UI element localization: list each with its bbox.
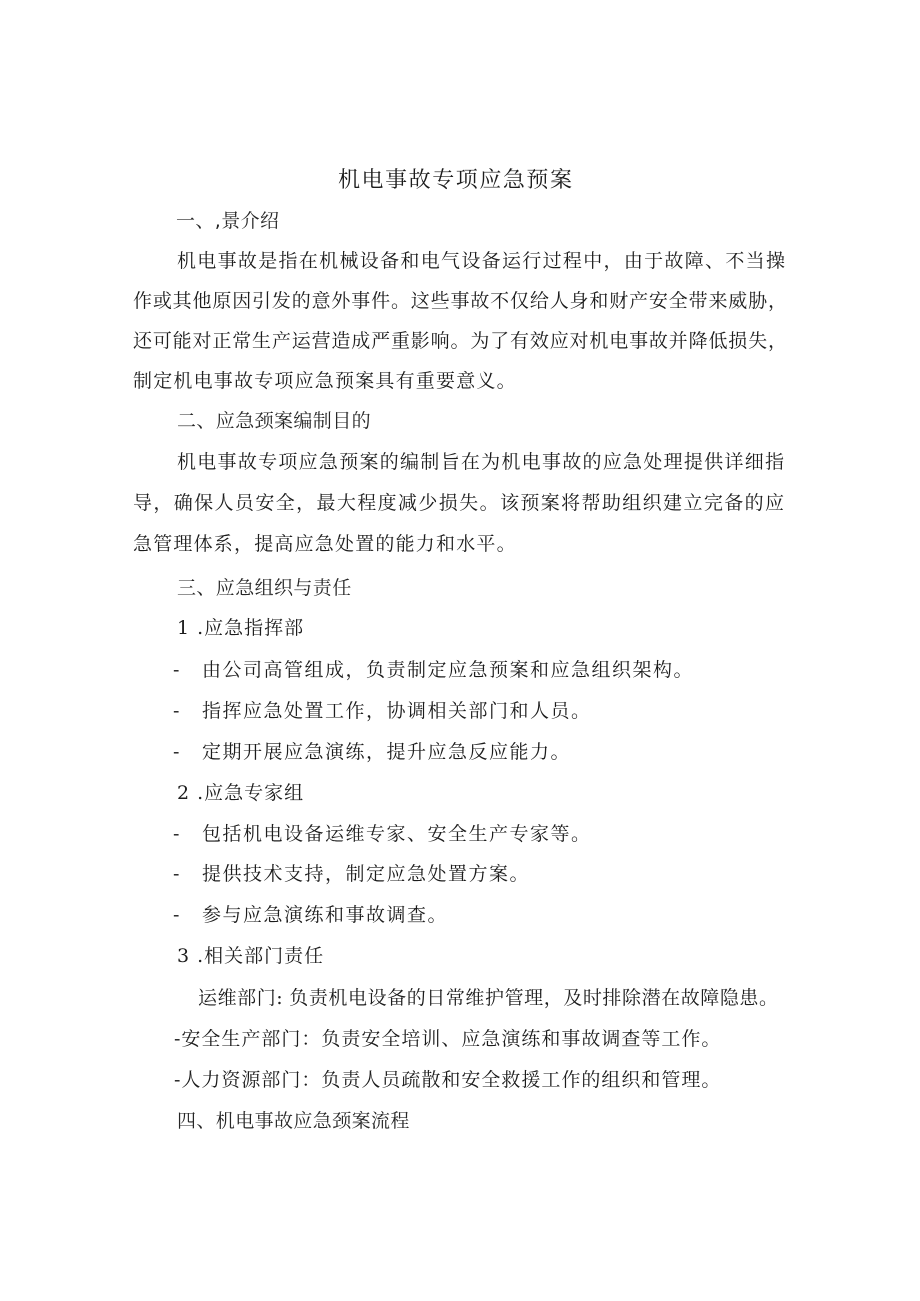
department-duty-line: -安全生产部门：负责安全培训、应急演练和事故调查等工作。	[174, 1028, 722, 1050]
bullet-dash: -	[173, 700, 180, 722]
department-duty-line: -人力资源部门：负责人员疏散和安全救援工作的组织和管理。	[174, 1069, 722, 1091]
paragraph-line: 制定机电事故专项应急预案具有重要意义。	[133, 370, 517, 392]
paragraph-line: 急管理体系，提高应急处置的能力和水平。	[133, 533, 517, 555]
paragraph-line: 作或其他原因引发的意外事件。这些事故不仅给人身和财产安全带来威胁，	[133, 290, 787, 312]
paragraph-line: 机电事故是指在机械设备和电气设备运行过程中，由于故障、不当操	[177, 250, 785, 272]
paragraph-line: 还可能对正常生产运营造成严重影响。为了有效应对机电事故并降低损失，	[133, 330, 787, 352]
section-heading-organization: 三、应急组织与责任	[177, 577, 352, 599]
list-item: 参与应急演练和事故调查。	[202, 904, 449, 926]
list-item: 提供技术支持，制定应急处置方案。	[202, 863, 531, 885]
section-heading-background: 一、,景介绍	[176, 210, 280, 232]
paragraph-line: 机电事故专项应急预案的编制旨在为机电事故的应急处理提供详细指	[177, 451, 784, 473]
document-title: 机电事故专项应急预案	[338, 168, 572, 193]
section-heading-purpose: 二、应急颈案编制目的	[177, 410, 372, 432]
department-duty-line: 运维部门: 负责机电设备的日常维护管理，及时排除潜在故障隐患。	[198, 987, 778, 1009]
group-label-departments: 3 .相关部门责任	[177, 945, 325, 967]
list-item: 包括机电设备运维专家、安全生产专家等。	[202, 823, 592, 845]
bullet-dash: -	[173, 904, 180, 926]
group-label-experts: 2 .应急专家组	[177, 782, 305, 804]
paragraph-line: 导，确保人员安全，最大程度减少损失。该预案将帮助组织建立完备的应	[133, 492, 784, 514]
bullet-dash: -	[173, 659, 180, 681]
bullet-dash: -	[173, 741, 180, 763]
list-item: 定期开展应急演练，提升应急反应能力。	[202, 741, 572, 763]
list-item: 指挥应急处置工作，协调相关部门和人员。	[202, 700, 592, 722]
group-label-command: 1 .应急指挥部	[177, 617, 305, 639]
bullet-dash: -	[173, 823, 180, 845]
list-item: 由公司高管组成，负责制定应急预案和应急组织架构。	[202, 659, 695, 681]
section-heading-process: 四、机电事故应急颈案流程	[177, 1110, 410, 1132]
bullet-dash: -	[173, 863, 180, 885]
